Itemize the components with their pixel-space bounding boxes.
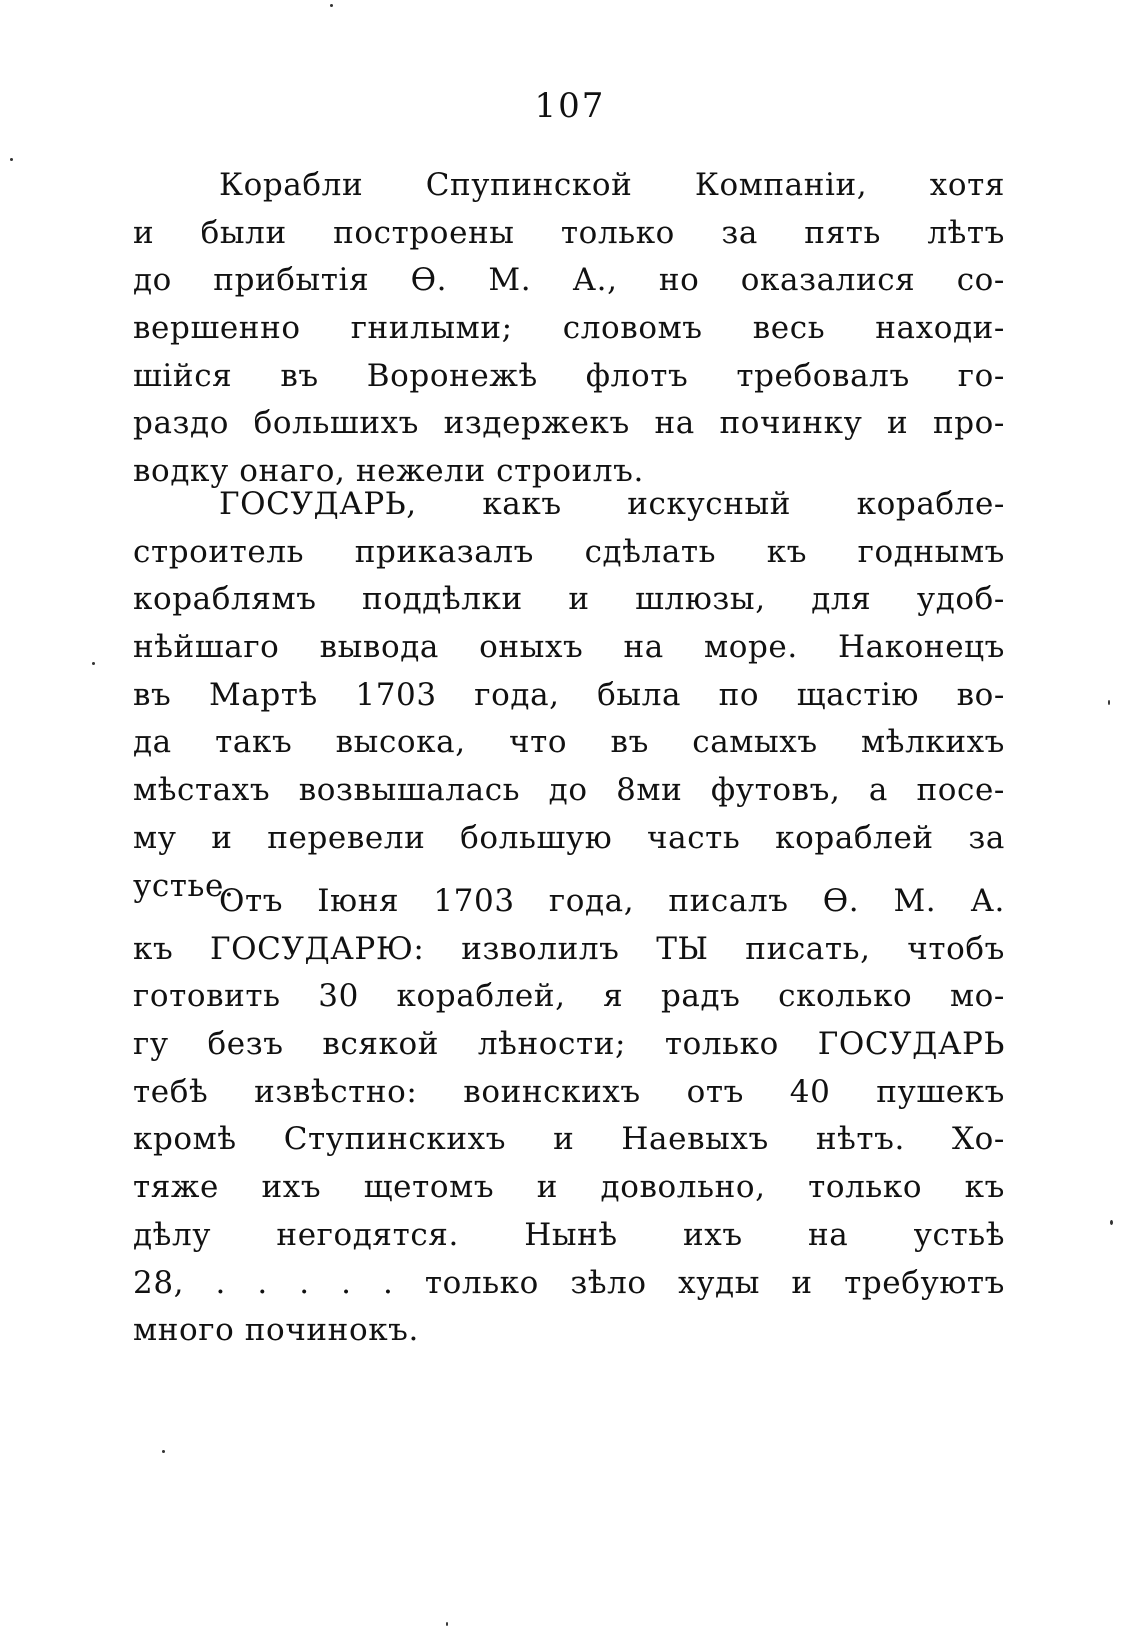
text-line: Отъ Іюня 1703 года, писалъ Ѳ. М. А.	[219, 883, 1005, 919]
scan-speck	[330, 4, 333, 7]
text-line: и были построены только за пять лѣтъ	[133, 214, 1005, 251]
text-line: кромѣ Ступинскихъ и Наевыхъ нѣтъ. Хо-	[133, 1121, 1005, 1158]
text-line: да такъ высока, что въ самыхъ мѣлкихъ	[133, 724, 1005, 761]
paragraph-3	[133, 878, 1005, 1355]
paragraph-1	[133, 162, 1005, 496]
text-line: тебѣ извѣстно: воинскихъ отъ 40 пушекъ	[133, 1073, 1005, 1110]
scan-speck	[1110, 1220, 1113, 1225]
scan-speck	[1108, 700, 1110, 705]
text-line: тяже ихъ щетомъ и довольно, только къ	[133, 1169, 1005, 1206]
text-line: мѣстахъ возвышалась до 8ми футовъ, а посе-	[133, 772, 1005, 809]
text-line: вершенно гнилыми; словомъ весь находи-	[133, 310, 1005, 347]
text-line: кораблямъ поддѣлки и шлюзы, для удоб-	[133, 581, 1005, 618]
text-line: готовить 30 кораблей, я радъ сколько мо-	[133, 978, 1005, 1015]
scan-speck	[10, 158, 13, 161]
text-line: шійся въ Воронежѣ флотъ требовалъ го-	[133, 357, 1005, 394]
text-line: гу безъ всякой лѣности; только ГОСУДАРЬ	[133, 1026, 1005, 1063]
text-line: му и перевели большую часть кораблей за	[133, 819, 1005, 856]
text-line: много починокъ.	[133, 1312, 419, 1349]
text-line: строитель приказалъ сдѣлать къ годнымъ	[133, 533, 1005, 570]
text-line: нѣйшаго вывода оныхъ на море. Наконецъ	[133, 629, 1005, 666]
text-line: раздо большихъ издержекъ на починку и про-	[133, 405, 1005, 442]
text-line: къ ГОСУДАРЮ: изволилъ ТЫ писать, чтобъ	[133, 930, 1005, 967]
text-line: устье.	[133, 867, 235, 904]
scan-speck	[446, 1622, 448, 1626]
text-line: до прибытія Ѳ. М. А., но оказалися со-	[133, 262, 1005, 299]
text-line: 28, . . . . . только зѣло худы и требуютъ	[133, 1264, 1005, 1301]
text-line: ГОСУДАРЬ, какъ искусный корабле-	[219, 486, 1005, 522]
text-line: водку онаго, нежели строилъ.	[133, 453, 644, 490]
text-line: въ Мартѣ 1703 года, была по щастію во-	[133, 676, 1005, 713]
scan-speck	[92, 662, 95, 665]
page-number: 107	[534, 86, 606, 126]
scan-speck	[162, 1450, 165, 1453]
text-line: дѣлу негодятся. Нынѣ ихъ на устьѣ	[133, 1216, 1005, 1253]
paragraph-2	[133, 481, 1005, 910]
text-line: Корабли Спупинской Компаніи, хотя	[219, 167, 1005, 203]
